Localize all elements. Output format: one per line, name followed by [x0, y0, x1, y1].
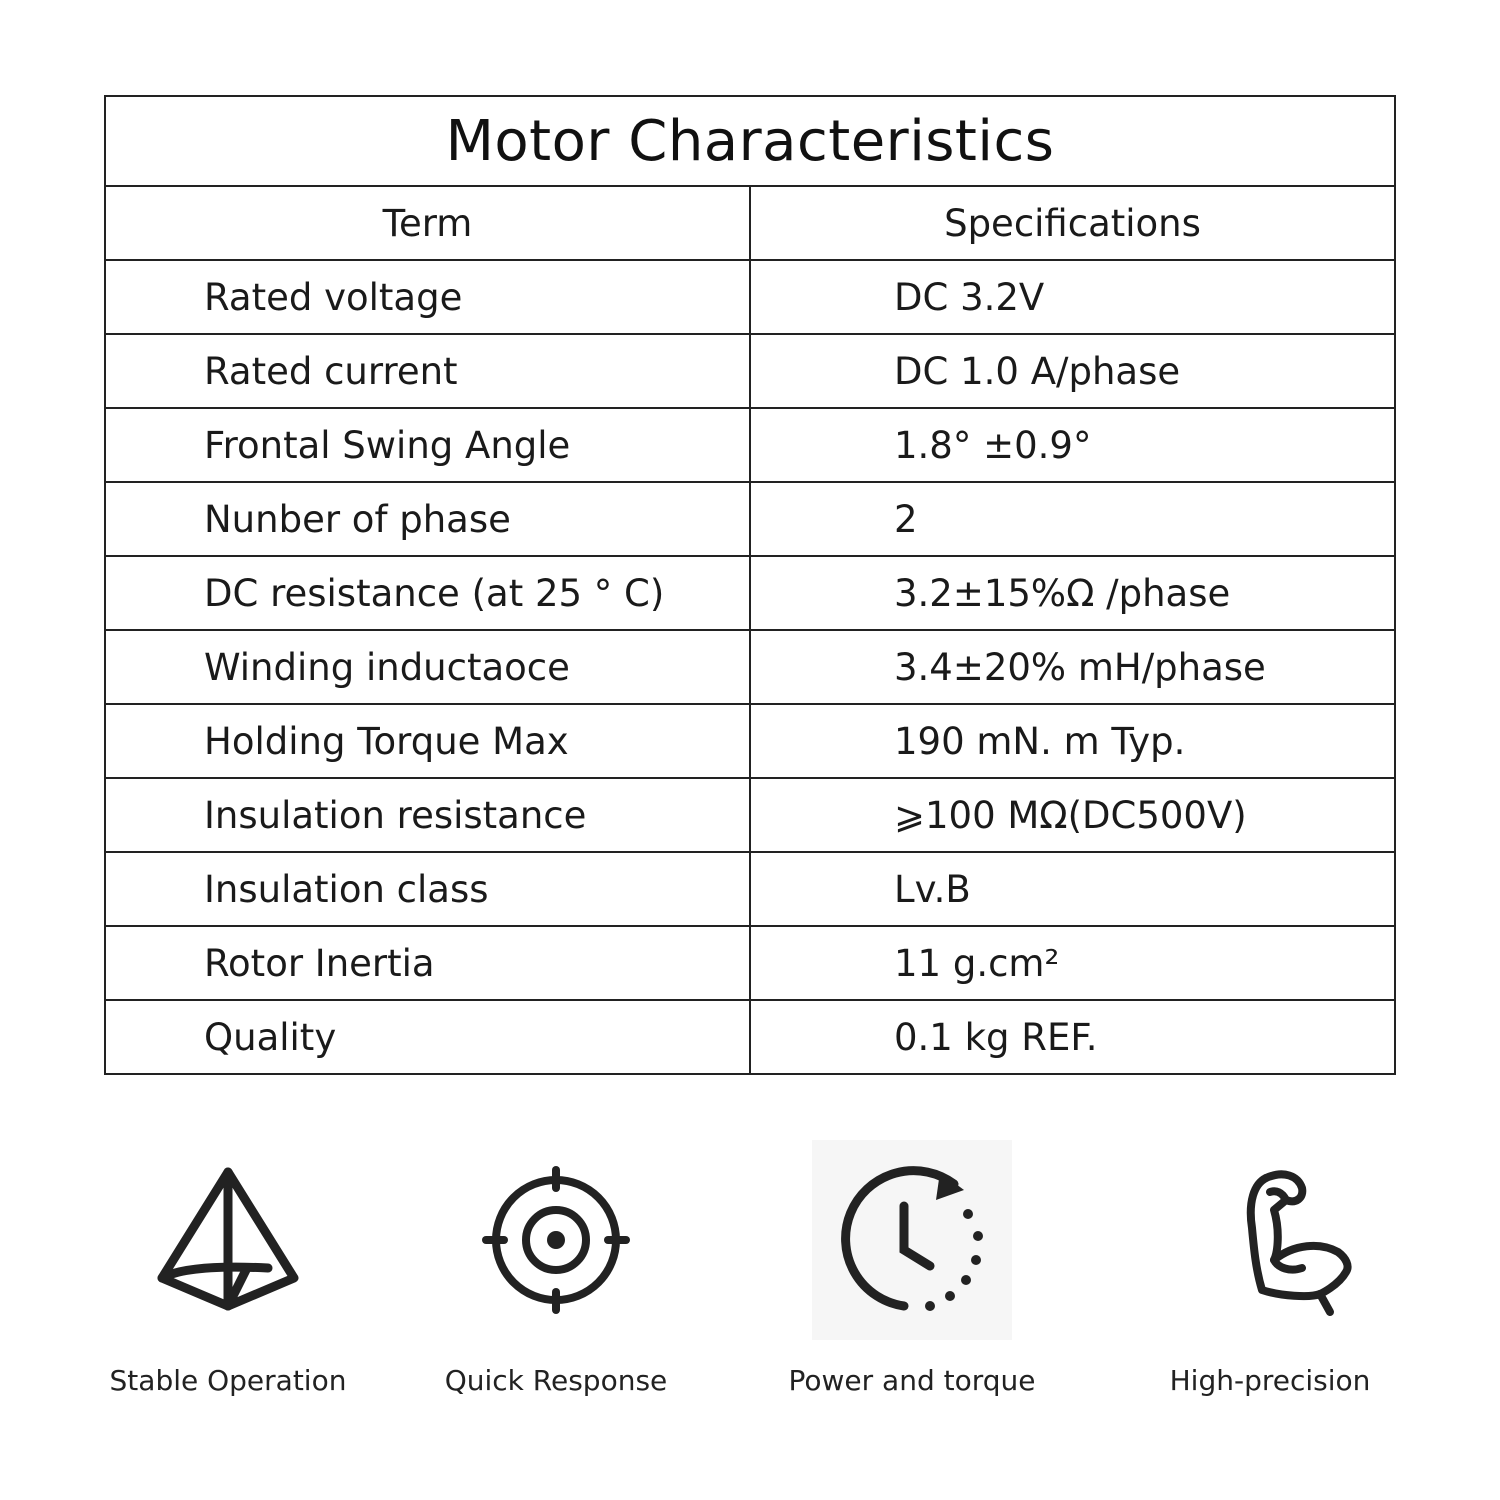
feature-label: High-precision [1169, 1364, 1371, 1397]
spec-cell: Lv.B [750, 852, 1395, 926]
table-row [105, 260, 1395, 334]
term-cell: Quality [105, 1000, 750, 1074]
flexed-arm-icon [1170, 1140, 1370, 1340]
table-row [105, 778, 1395, 852]
term-cell: Insulation resistance [105, 778, 750, 852]
table-row [105, 1000, 1395, 1074]
feature-label: Stable Operation [109, 1364, 347, 1397]
spec-cell: ⩾100 MΩ(DC500V) [750, 778, 1395, 852]
crosshair-target-icon [456, 1140, 656, 1340]
feature-label: Quick Response [444, 1364, 668, 1397]
feature-high-precision [1120, 1140, 1420, 1397]
spec-cell: DC 3.2V [750, 260, 1395, 334]
term-cell: Rated voltage [105, 260, 750, 334]
spec-cell: 3.4±20% mH/phase [750, 630, 1395, 704]
term-cell: Winding inductaoce [105, 630, 750, 704]
spec-cell: 0.1 kg REF. [750, 1000, 1395, 1074]
term-cell: DC resistance (at 25 ° C) [105, 556, 750, 630]
table-title: Motor Characteristics [105, 96, 1395, 186]
spec-cell: DC 1.0 A/phase [750, 334, 1395, 408]
spec-cell: 2 [750, 482, 1395, 556]
table-row [105, 926, 1395, 1000]
term-cell: Rated current [105, 334, 750, 408]
term-cell: Rotor Inertia [105, 926, 750, 1000]
term-cell: Nunber of phase [105, 482, 750, 556]
motor-characteristics-table [104, 95, 1396, 1075]
term-cell: Insulation class [105, 852, 750, 926]
pyramid-icon [128, 1140, 328, 1340]
feature-stable-operation [78, 1140, 378, 1397]
spec-cell: 1.8° ±0.9° [750, 408, 1395, 482]
feature-icons-row [0, 1140, 1500, 1420]
feature-quick-response [406, 1140, 706, 1397]
table-title-row [105, 96, 1395, 186]
table-row [105, 852, 1395, 926]
table-row [105, 334, 1395, 408]
term-cell: Holding Torque Max [105, 704, 750, 778]
term-cell: Frontal Swing Angle [105, 408, 750, 482]
spec-cell: 190 mN. m Typ. [750, 704, 1395, 778]
table-header-row [105, 186, 1395, 260]
table-row [105, 630, 1395, 704]
table-row [105, 482, 1395, 556]
feature-power-and-torque [762, 1140, 1062, 1397]
column-header-term: Term [105, 186, 750, 260]
clock-rotate-icon [812, 1140, 1012, 1340]
table-row [105, 408, 1395, 482]
spec-cell: 11 g.cm² [750, 926, 1395, 1000]
feature-label: Power and torque [788, 1364, 1036, 1397]
column-header-specifications: Specifications [750, 186, 1395, 260]
table-row [105, 704, 1395, 778]
table-row [105, 556, 1395, 630]
spec-cell: 3.2±15%Ω /phase [750, 556, 1395, 630]
